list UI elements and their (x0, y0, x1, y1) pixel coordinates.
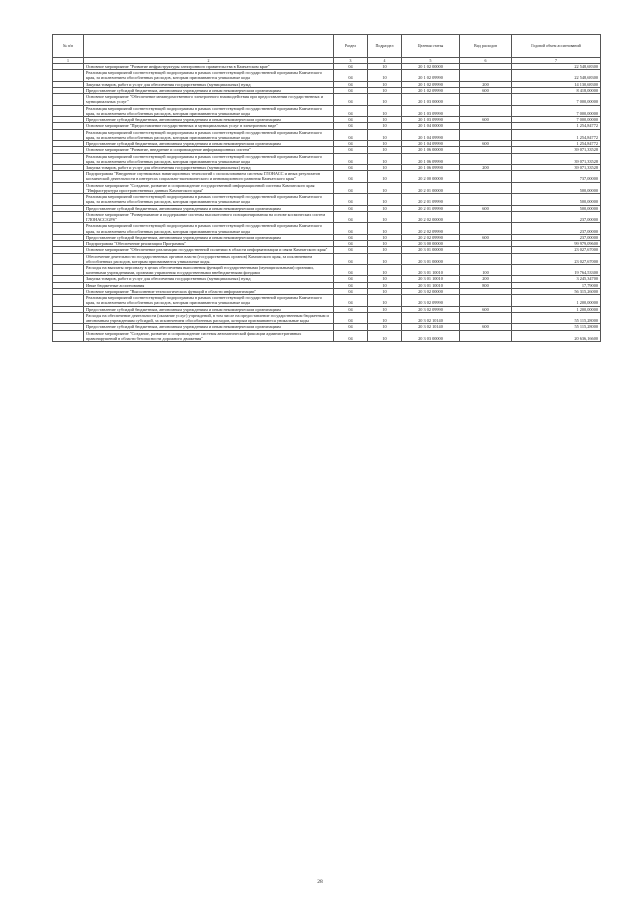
table-row (53, 129, 601, 140)
subsection-cell: 10 (368, 312, 402, 323)
table-row (53, 264, 601, 275)
item-name-cell: Предоставление субсидий бюджетным, автономным учреждениям и иным некоммерческим организациям (84, 205, 334, 211)
section-cell: 04 (334, 164, 368, 170)
expense-type-cell: 200 (460, 81, 512, 87)
item-name-cell: Подпрограмма "Внедрение спутниковых навигационных технологий с использованием системы ГЛОНАСС и иных результатов космической деятельности в интересах социально-экономического и инновационного развития Камчатского края" (84, 171, 334, 182)
section-cell: 04 (334, 70, 368, 81)
section-cell: 04 (334, 241, 368, 247)
target-article-cell: 20 3 00 00000 (402, 241, 460, 247)
row-number-cell (53, 211, 84, 222)
section-cell: 04 (334, 81, 368, 87)
table-row (53, 330, 601, 341)
expense-type-cell (460, 223, 512, 234)
item-name-cell: Расходы на выплаты персоналу в целях обеспечения выполнения функций государственными (муниципальными) органами, казенными учреждениями, органами управления государственными внебюджетными фондами (84, 264, 334, 275)
section-cell: 04 (334, 330, 368, 341)
amount-cell: 237,00000 (512, 223, 601, 234)
document-page (52, 34, 600, 342)
item-name-cell: Реализация мероприятий соответствующей подпрограммы в рамках соответствующей государственной программы Камчатского края, за исключением обособленных расходов, которым присваиваются уникальные коды (84, 105, 334, 116)
amount-cell: 1 254,84772 (512, 123, 601, 129)
table-row (53, 295, 601, 306)
row-number-cell (53, 312, 84, 323)
item-name-cell: Основное мероприятие "Развитие, внедрение и сопровождение информационных систем" (84, 147, 334, 153)
expense-type-cell: 600 (460, 205, 512, 211)
row-number-cell (53, 295, 84, 306)
subsection-cell: 10 (368, 282, 402, 288)
target-article-cell: 20 1 02 09990 (402, 70, 460, 81)
subsection-cell: 10 (368, 330, 402, 341)
table-row (53, 171, 601, 182)
amount-cell: 1 254,84772 (512, 129, 601, 140)
target-article-cell: 20 3 02 10140 (402, 324, 460, 330)
target-article-cell: 20 1 04 00000 (402, 123, 460, 129)
item-name-cell: Подпрограмма "Обеспечение реализации Программы" (84, 241, 334, 247)
section-cell: 04 (334, 147, 368, 153)
expense-type-cell (460, 182, 512, 193)
item-name-cell: Предоставление субсидий бюджетным, автономным учреждениям и иным некоммерческим организациям (84, 87, 334, 93)
expense-type-cell: 600 (460, 141, 512, 147)
subsection-cell: 10 (368, 241, 402, 247)
item-name-cell: Иные бюджетные ассигнования (84, 282, 334, 288)
target-article-cell: 20 2 02 00000 (402, 211, 460, 222)
target-article-cell: 20 3 02 00000 (402, 288, 460, 294)
item-name-cell: Основное мероприятие "Развитие инфраструктуры электронного правительства в Камчатском крае" (84, 64, 334, 70)
section-cell: 04 (334, 324, 368, 330)
expense-type-cell: 800 (460, 282, 512, 288)
column-header: Вид расходов (460, 35, 512, 58)
subsection-cell: 10 (368, 141, 402, 147)
subsection-cell: 10 (368, 81, 402, 87)
item-name-cell: Реализация мероприятий соответствующей подпрограммы в рамках соответствующей государственной программы Камчатского края, за исключением обособленных расходов, которым присваиваются уникальные коды (84, 223, 334, 234)
amount-cell: 7 000,00000 (512, 117, 601, 123)
expense-type-cell (460, 330, 512, 341)
amount-cell: 39 071,33528 (512, 153, 601, 164)
expense-type-cell: 600 (460, 234, 512, 240)
item-name-cell: Закупка товаров, работ и услуг для обеспечения государственных (муниципальных) нужд (84, 81, 334, 87)
subsection-cell: 10 (368, 205, 402, 211)
expense-type-cell: 200 (460, 164, 512, 170)
target-article-cell: 20 3 01 00000 (402, 253, 460, 264)
section-cell: 04 (334, 182, 368, 193)
table-row (53, 253, 601, 264)
item-name-cell: Реализация мероприятий соответствующей подпрограммы в рамках соответствующей государственной программы Камчатского края, за исключением обособленных расходов, которым присваиваются уникальные коды (84, 129, 334, 140)
target-article-cell: 20 1 04 09990 (402, 141, 460, 147)
subsection-cell: 10 (368, 94, 402, 105)
section-cell: 04 (334, 211, 368, 222)
amount-cell: 22 548,68300 (512, 70, 601, 81)
item-name-cell: Реализация мероприятий соответствующей подпрограммы в рамках соответствующей государственной программы Камчатского края, за исключением обособленных расходов, которым присваиваются уникальные коды (84, 70, 334, 81)
target-article-cell: 20 2 00 00000 (402, 171, 460, 182)
item-name-cell: Основное мероприятие "Создание, развитие и сопровождение системы автоматической фиксации административных правонарушений в области безопасности дорожного движения" (84, 330, 334, 341)
target-article-cell: 20 2 01 09990 (402, 194, 460, 205)
table-row (53, 94, 601, 105)
amount-cell: 23 027,67000 (512, 247, 601, 253)
target-article-cell: 20 1 02 09990 (402, 87, 460, 93)
subsection-cell: 10 (368, 182, 402, 193)
table-row (53, 70, 601, 81)
budget-table (52, 34, 601, 342)
subsection-cell: 10 (368, 247, 402, 253)
target-article-cell: 20 1 06 09990 (402, 164, 460, 170)
expense-type-cell: 600 (460, 306, 512, 312)
subsection-cell: 10 (368, 194, 402, 205)
amount-cell: 500,00000 (512, 205, 601, 211)
expense-type-cell: 600 (460, 324, 512, 330)
amount-cell: 22 548,68300 (512, 64, 601, 70)
amount-cell: 55 115,28000 (512, 324, 601, 330)
amount-cell: 237,00000 (512, 211, 601, 222)
item-name-cell: Основное мероприятие "Создание, развитие и сопровождение государственной информационной системы Камчатского края "Инфраструктура пространственных данных Камчатского края" (84, 182, 334, 193)
section-cell: 04 (334, 247, 368, 253)
target-article-cell: 20 1 03 09990 (402, 117, 460, 123)
subsection-cell: 10 (368, 223, 402, 234)
subsection-cell: 10 (368, 153, 402, 164)
column-number: 3 (334, 58, 368, 64)
item-name-cell: Основное мероприятие "Выполнение технологических функций в области информатизации" (84, 288, 334, 294)
item-name-cell: Предоставление субсидий бюджетным, автономным учреждениям и иным некоммерческим организациям (84, 306, 334, 312)
section-cell: 04 (334, 312, 368, 323)
column-header: № п/п (53, 35, 84, 58)
target-article-cell: 20 3 02 10140 (402, 312, 460, 323)
target-article-cell: 20 3 02 09990 (402, 295, 460, 306)
item-name-cell: Реализация мероприятий соответствующей подпрограммы в рамках соответствующей государственной программы Камчатского края, за исключением обособленных расходов, которым присваиваются уникальные коды (84, 194, 334, 205)
subsection-cell: 10 (368, 123, 402, 129)
target-article-cell: 20 2 02 09990 (402, 234, 460, 240)
section-cell: 04 (334, 223, 368, 234)
item-name-cell: Предоставление субсидий бюджетным, автономным учреждениям и иным некоммерческим организациям (84, 234, 334, 240)
expense-type-cell (460, 295, 512, 306)
column-number: 1 (53, 58, 84, 64)
target-article-cell: 20 1 02 00000 (402, 64, 460, 70)
table-row (53, 312, 601, 323)
amount-cell: 14 130,68300 (512, 81, 601, 87)
amount-cell: 1 254,84772 (512, 141, 601, 147)
subsection-cell: 10 (368, 234, 402, 240)
target-article-cell: 20 2 02 09990 (402, 223, 460, 234)
table-row (53, 223, 601, 234)
target-article-cell: 20 3 01 10010 (402, 264, 460, 275)
item-name-cell: Предоставление субсидий бюджетным, автономным учреждениям и иным некоммерческим организациям (84, 324, 334, 330)
amount-cell: 19 764,53300 (512, 264, 601, 275)
subsection-cell: 10 (368, 276, 402, 282)
column-number: 5 (402, 58, 460, 64)
subsection-cell: 10 (368, 117, 402, 123)
page-number: 28 (317, 879, 323, 885)
expense-type-cell (460, 105, 512, 116)
row-number-cell (53, 94, 84, 105)
target-article-cell: 20 3 02 09990 (402, 306, 460, 312)
expense-type-cell: 600 (460, 117, 512, 123)
expense-type-cell (460, 129, 512, 140)
column-header: Подраздел (368, 35, 402, 58)
column-header: Годовой объем ассигнований (512, 35, 601, 58)
column-header: Раздел (334, 35, 368, 58)
item-name-cell: Закупка товаров, работ и услуг для обеспечения государственных (муниципальных) нужд (84, 276, 334, 282)
column-number: 2 (84, 58, 334, 64)
target-article-cell: 20 2 01 00000 (402, 182, 460, 193)
table-row (53, 105, 601, 116)
item-name-cell: Реализация мероприятий соответствующей подпрограммы в рамках соответствующей государственной программы Камчатского края, за исключением обособленных расходов, которым присваиваются уникальные коды (84, 295, 334, 306)
amount-cell: 17,79000 (512, 282, 601, 288)
target-article-cell: 20 1 06 00000 (402, 147, 460, 153)
target-article-cell: 20 3 01 10010 (402, 282, 460, 288)
section-cell: 04 (334, 253, 368, 264)
column-number: 4 (368, 58, 402, 64)
amount-cell: 500,00000 (512, 194, 601, 205)
target-article-cell: 20 3 01 00000 (402, 247, 460, 253)
section-cell: 04 (334, 288, 368, 294)
section-cell: 04 (334, 141, 368, 147)
amount-cell: 39 071,33528 (512, 164, 601, 170)
target-article-cell: 20 1 04 09990 (402, 129, 460, 140)
subsection-cell: 10 (368, 264, 402, 275)
section-cell: 04 (334, 129, 368, 140)
header-row (53, 35, 601, 58)
amount-cell: 3 245,34700 (512, 276, 601, 282)
amount-cell: 1 200,00000 (512, 306, 601, 312)
section-cell: 04 (334, 264, 368, 275)
subsection-cell: 10 (368, 288, 402, 294)
row-number-cell (53, 129, 84, 140)
item-name-cell: Реализация мероприятий соответствующей подпрограммы в рамках соответствующей государственной программы Камчатского края, за исключением обособленных расходов, которым присваиваются уникальные коды (84, 153, 334, 164)
section-cell: 04 (334, 234, 368, 240)
section-cell: 04 (334, 105, 368, 116)
subsection-cell: 10 (368, 87, 402, 93)
section-cell: 04 (334, 117, 368, 123)
item-name-cell: Расходы на обеспечение деятельности (оказание услуг) учреждений, в том числе на предоставление государственным бюджетным и автономным учреждениям субсидий, за исключением обособленных расходов, которым присваиваются уникальные коды (84, 312, 334, 323)
section-cell: 04 (334, 87, 368, 93)
item-name-cell: Основное мероприятие "Обеспечение реализации государственной политики в области информатизации и связи Камчатского края" (84, 247, 334, 253)
amount-cell: 237,00000 (512, 234, 601, 240)
subsection-cell: 10 (368, 147, 402, 153)
item-name-cell: Основное мероприятие "Предоставление государственных и муниципальных услуг в электронном виде" (84, 123, 334, 129)
expense-type-cell (460, 312, 512, 323)
section-cell: 04 (334, 295, 368, 306)
subsection-cell: 10 (368, 324, 402, 330)
amount-cell: 1 200,00000 (512, 295, 601, 306)
target-article-cell: 20 1 03 09990 (402, 105, 460, 116)
subsection-cell: 10 (368, 105, 402, 116)
subsection-cell: 10 (368, 211, 402, 222)
table-row (53, 194, 601, 205)
row-number-cell (53, 105, 84, 116)
expense-type-cell (460, 171, 512, 182)
target-article-cell: 20 2 01 09990 (402, 205, 460, 211)
section-cell: 04 (334, 306, 368, 312)
expense-type-cell: 100 (460, 264, 512, 275)
amount-cell: 56 315,26000 (512, 288, 601, 294)
amount-cell: 7 000,00000 (512, 105, 601, 116)
row-number-cell (53, 330, 84, 341)
expense-type-cell (460, 194, 512, 205)
row-number-cell (53, 194, 84, 205)
item-name-cell: Основное мероприятие "Обеспечение межведомственного электронного взаимодействия при предоставлении государственных и муниципальных услуг" (84, 94, 334, 105)
target-article-cell: 20 3 03 00000 (402, 330, 460, 341)
amount-cell: 23 027,67000 (512, 253, 601, 264)
row-number-cell (53, 264, 84, 275)
amount-cell: 39 071,33528 (512, 147, 601, 153)
row-number-cell (53, 253, 84, 264)
amount-cell: 7 000,00000 (512, 94, 601, 105)
subsection-cell: 10 (368, 129, 402, 140)
section-cell: 04 (334, 282, 368, 288)
row-number-cell (53, 153, 84, 164)
subsection-cell: 10 (368, 171, 402, 182)
item-name-cell: Основное мероприятие "Развертывание и поддержание системы высокоточного позиционирования на основе космических систем ГЛОНАСС/GPS" (84, 211, 334, 222)
expense-type-cell (460, 253, 512, 264)
subsection-cell: 10 (368, 64, 402, 70)
row-number-cell (53, 70, 84, 81)
expense-type-cell (460, 94, 512, 105)
row-number-cell (53, 223, 84, 234)
subsection-cell: 10 (368, 295, 402, 306)
item-name-cell: Закупка товаров, работ и услуг для обеспечения государственных (муниципальных) нужд (84, 164, 334, 170)
expense-type-cell (460, 153, 512, 164)
section-cell: 04 (334, 171, 368, 182)
amount-cell: 99 979,09600 (512, 241, 601, 247)
section-cell: 04 (334, 153, 368, 164)
target-article-cell: 20 1 06 09990 (402, 153, 460, 164)
column-header: Целевая статья (402, 35, 460, 58)
item-name-cell: Предоставление субсидий бюджетным, автономным учреждениям и иным некоммерческим организациям (84, 141, 334, 147)
column-number: 6 (460, 58, 512, 64)
section-cell: 04 (334, 94, 368, 105)
row-number-cell (53, 182, 84, 193)
target-article-cell: 20 1 02 09990 (402, 81, 460, 87)
expense-type-cell: 600 (460, 87, 512, 93)
table-body (53, 64, 601, 342)
amount-cell: 500,00000 (512, 182, 601, 193)
table-row (53, 211, 601, 222)
column-number: 7 (512, 58, 601, 64)
subsection-cell: 10 (368, 70, 402, 81)
amount-cell: 20 636,16600 (512, 330, 601, 341)
item-name-cell: Обеспечение деятельности государственных органов власти (государственных органов) Камчатского края, за исключением обособленных расходов, которым присваиваются уникальные коды. (84, 253, 334, 264)
subsection-cell: 10 (368, 306, 402, 312)
subsection-cell: 10 (368, 253, 402, 264)
amount-cell: 737,00000 (512, 171, 601, 182)
table-row (53, 153, 601, 164)
target-article-cell: 20 1 03 00000 (402, 94, 460, 105)
expense-type-cell: 200 (460, 276, 512, 282)
section-cell: 04 (334, 123, 368, 129)
column-header (84, 35, 334, 58)
item-name-cell: Предоставление субсидий бюджетным, автономным учреждениям и иным некоммерческим организациям (84, 117, 334, 123)
section-cell: 04 (334, 205, 368, 211)
target-article-cell: 20 3 01 10010 (402, 276, 460, 282)
section-cell: 04 (334, 64, 368, 70)
expense-type-cell (460, 211, 512, 222)
row-number-cell (53, 171, 84, 182)
table-row (53, 182, 601, 193)
subsection-cell: 10 (368, 164, 402, 170)
section-cell: 04 (334, 194, 368, 205)
amount-cell: 55 115,28000 (512, 312, 601, 323)
amount-cell: 8 418,00000 (512, 87, 601, 93)
section-cell: 04 (334, 276, 368, 282)
expense-type-cell (460, 70, 512, 81)
